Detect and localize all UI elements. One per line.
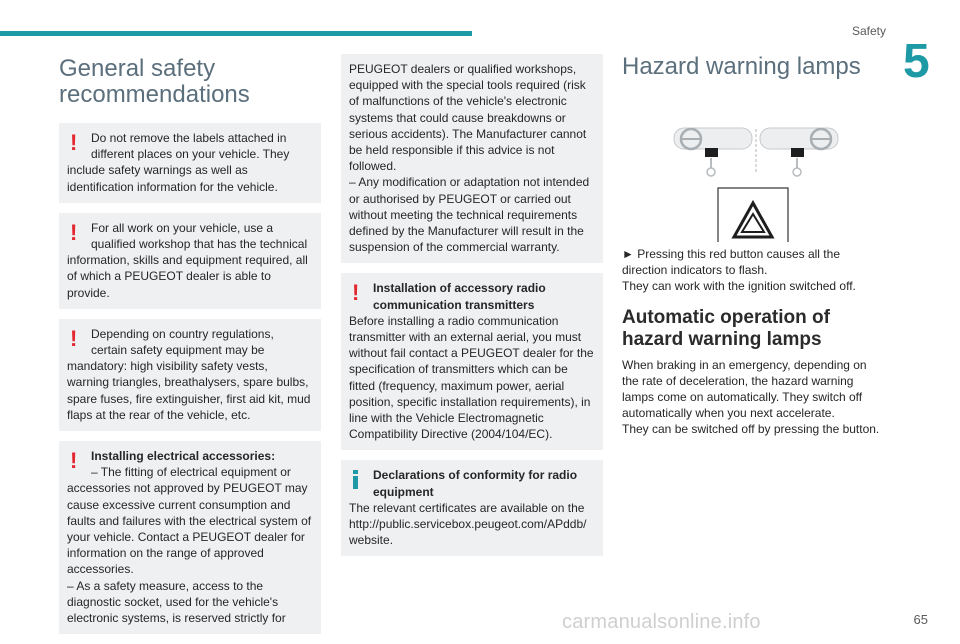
- warning-exclamation-icon: !: [352, 280, 360, 306]
- warning-exclamation-icon: !: [70, 448, 78, 474]
- warning-box-labels: ! Do not remove the labels attached in different places on your vehicle. They include safety warnings as well as identification information for the vehicle.: [59, 123, 321, 203]
- warning-exclamation-icon: !: [70, 325, 78, 351]
- warning-box-equipment: ! Depending on country regulations, certain safety equipment may be mandatory: high visibility safety vests, warning triangles, breathalysers, spare bulbs, spare fuses, fire extinguisher, first aid kit, mud flaps at the rear of the vehicle, etc.: [59, 319, 321, 431]
- warning-box-radio-transmitters: ! Installation of accessory radio communication transmitters Before installing a radio communication transmitter with an external aerial, you must without fail contact a PEUGEOT dealer for the specification of transmitters which can be fitted (frequency, maximum power, aerial position, specific installation requirements), in line with the Vehicle Electromagnetic Compatibility Directive (2004/104/EC).: [341, 273, 603, 450]
- chapter-number: 5: [903, 35, 930, 88]
- subsection-title-automatic: Automatic operation of hazard warning lamps: [622, 306, 830, 350]
- automatic-description: When braking in an emergency, depending on the rate of deceleration, the hazard warning lamps come on automatically. They switch off automatically when you next accelerate.: [622, 357, 867, 421]
- info-icon: [353, 470, 358, 489]
- switch-off-note: They can be switched off by pressing the button.: [622, 422, 880, 437]
- column-general-safety: [59, 56, 321, 644]
- watermark: carmanualsonline.info: [562, 611, 761, 633]
- section-label: Safety: [851, 24, 886, 38]
- section-title-hazard: Hazard warning lamps: [622, 53, 861, 80]
- warning-box-workshop: ! For all work on your vehicle, use a qualified workshop that has the technical information, skills and equipment required, all of which a PEUGEOT dealer is able to provide.: [59, 213, 321, 309]
- hazard-button-illustration: [622, 92, 884, 242]
- dashboard-lhd-rhd-icon: [622, 92, 884, 242]
- hazard-instruction: ► Pressing this red button causes all the direction indicators to flash.: [622, 247, 840, 278]
- page-title: General safety recommendations: [59, 55, 250, 108]
- warning-exclamation-icon: !: [70, 130, 78, 155]
- column-hazard-warning: [622, 54, 884, 438]
- page-number: 65: [913, 612, 928, 627]
- hazard-ignition-note: They can work with the ignition switched off.: [622, 279, 856, 294]
- warning-exclamation-icon: !: [70, 219, 78, 245]
- column-continued: [341, 54, 603, 566]
- warning-box-continued: PEUGEOT dealers or qualified workshops, equipped with the special tools required (risk of malfunctions of the vehicle's electronic systems that could cause breakdowns or serious accidents). The Manufacturer cannot be held responsible if this advice is not followed. – Any modification or adaptation not intended or authorised by PEUGEOT or carried out without meeting the technical requirements defined by the Manufacturer will result in the suspension of the commercial warranty.: [341, 54, 603, 263]
- warning-box-electrical-accessories: ! Installing electrical accessories: – The fitting of electrical equipment or accessories not approved by PEUGEOT may cause excessive current consumption and faults and failures with the electrical system of your vehicle. Contact a PEUGEOT dealer for information on the range of approved accessories. – As a safety measure, access to the diagnostic socket, used for the vehicle's electronic systems, is reserved strictly for: [59, 441, 321, 634]
- header-accent-bar: [0, 31, 472, 36]
- info-box-conformity: Declarations of conformity for radio equipment The relevant certificates are available on the http://public.servicebox.peugeot.com/APddb/ website.: [341, 460, 603, 556]
